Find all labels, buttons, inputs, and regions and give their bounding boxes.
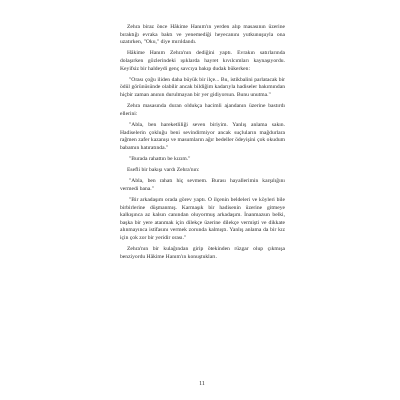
paragraph-4: Zehra masasında duran oldukça hacimli ajandanın üzerine bastırdı ellerini:	[120, 103, 285, 117]
page-number: 11	[199, 381, 205, 387]
paragraph-9: "Bir arkadaşım orada görev yaptı. O ilçenin beldeleri ve köyleri bile birbirlerine düşmanmış. Karmaşık bir hadisenin üzerine gitmeye kalkışınca az kalsın canından oluyormuş arkadaşım. İnanmazsın belki, başka bir yere atanmak için dilekçe üzerine dilekçe vermişti ve dikkate alınmayınca istifasını vermek zorunda kalmıştı. Yanlış anlama da bir kız için çok zor bir yeridir orası."	[120, 197, 285, 241]
paragraph-1: Zehra biraz önce Hâkime Hanım'ın yerden alıp masasının üzerine bıraktığı evraka baktı ve yenemediği heyecanını yutkunuşuyla ona uzatırken, "Oku," diye mırıldandı.	[120, 24, 285, 46]
paragraph-3: "Orası çoğu iliden daha büyük bir ilçe... Bu, istikbalini parlatacak bir ödül görünüsünde olabilir ancak bildiğim kadarıyla hadiseler bakımından hiçbir zaman anının durulmayan bir yer gidiyorsun. Bunu unutma."	[120, 76, 285, 98]
book-page	[96, 8, 308, 396]
paragraph-6: "Burada rahattın be kızım."	[129, 155, 191, 162]
page-body	[120, 24, 285, 265]
paragraph-2: Hâkime Hanım Zehra'nın dediğini yaptı. Evrakın satırlarında dolaşırken gözlerindeki ışıklarda hayret kıvılcımları kaynaşıyordu. Keyifsiz bir haldeydi genç savcıya bakıp dudak bükerken:	[120, 50, 285, 72]
paragraph-10: Zehra'nın bir kulağından girip ötekinden rüzgar olup çıkmışa benziyordu Hâkime Hanım'ın konuştukları.	[120, 246, 285, 260]
paragraph-5: "Abla, ben hareketliliği seven biriyim. Yanlış anlama sakın. Hadiselerin çokluğu beni sevindirmiyor ancak suçluların mağdurlara rağmen zafer kazanışı ve masumların ağır bedeller ödeyişini çok okudum babamın hatıratında."	[120, 121, 285, 151]
paragraph-7: Esefli bir bakışı vardı Zehra'nın:	[127, 167, 200, 174]
paragraph-8: "Abla, ben rahatı hiç sevmem. Burası hayallerimin karşılığını vermedi bana."	[120, 178, 285, 192]
